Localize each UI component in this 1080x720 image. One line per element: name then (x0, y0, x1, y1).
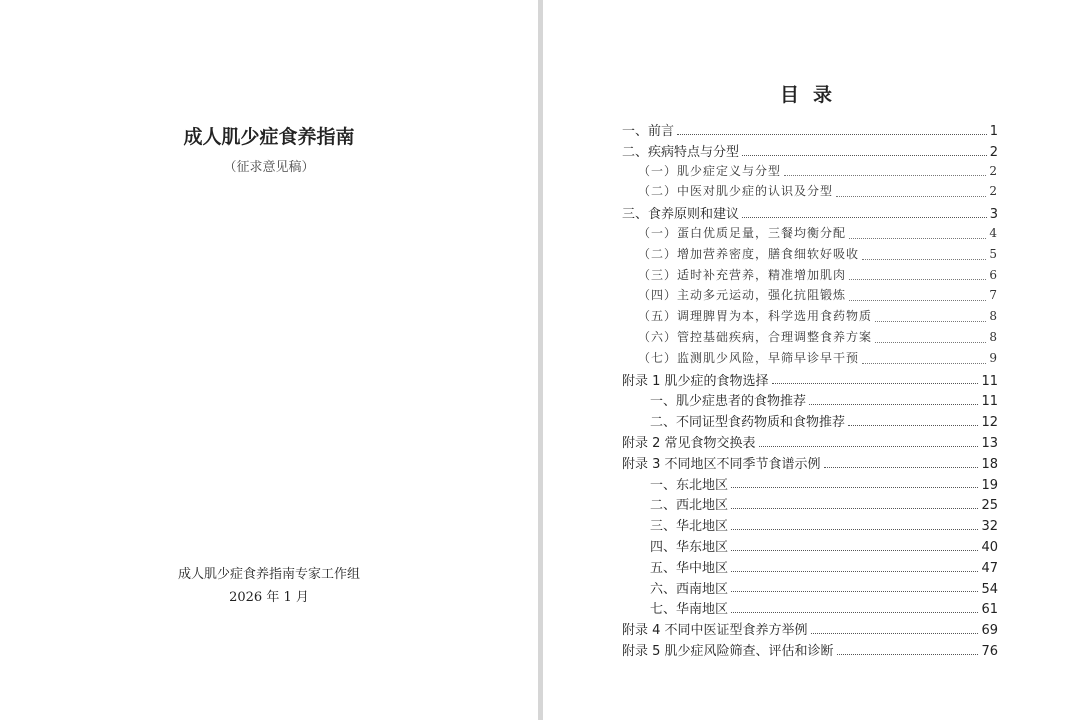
toc-entry-page: 12 (981, 415, 998, 431)
toc-entry-page: 9 (989, 350, 998, 365)
toc-entry-page: 8 (989, 329, 998, 344)
dot-leader (742, 155, 987, 156)
toc-title: 目录 (780, 84, 847, 106)
toc-entry-text: 三、食养原则和建议 (622, 207, 740, 223)
dot-leader (677, 134, 987, 135)
toc-entry[interactable] (622, 370, 998, 391)
dot-leader (862, 259, 986, 260)
dot-leader (849, 279, 986, 280)
toc-entry-text: 六、西南地区 (650, 581, 729, 597)
dot-leader (759, 446, 979, 447)
toc-entry-text: （一）肌少症定义与分型 (638, 163, 782, 178)
toc-entry[interactable] (622, 640, 998, 661)
toc-entry-text: 三、华北地区 (650, 519, 729, 535)
toc-entry[interactable] (622, 328, 998, 349)
toc-entry-page: 76 (981, 643, 998, 659)
publication-date: 2026 年 1 月 (229, 590, 309, 605)
dot-leader (811, 633, 979, 634)
toc-entry[interactable] (622, 307, 998, 328)
toc-entry[interactable] (622, 390, 998, 411)
toc-entry-page: 13 (981, 435, 998, 451)
dot-leader (836, 196, 986, 197)
toc-entry-text: 附录 1 肌少症的食物选择 (622, 373, 769, 389)
toc-entry-page: 40 (981, 539, 998, 555)
dot-leader (875, 321, 986, 322)
toc-entry-page: 69 (981, 623, 998, 639)
toc-entry[interactable] (622, 494, 998, 515)
toc-entry-page: 32 (981, 519, 998, 535)
dot-leader (809, 404, 978, 405)
toc-entry[interactable] (622, 578, 998, 599)
toc-entry-page: 6 (989, 267, 998, 282)
dot-leader (849, 300, 986, 301)
toc-entry-text: （一）蛋白优质足量，三餐均衡分配 (638, 225, 847, 240)
toc-entry-text: 二、西北地区 (650, 498, 729, 514)
dot-leader (731, 529, 978, 530)
document-title: 成人肌少症食养指南 (183, 126, 355, 148)
toc-entry-text: 附录 2 常见食物交换表 (622, 435, 756, 451)
toc-entry-page: 8 (989, 309, 998, 324)
toc-entry-text: （四）主动多元运动，强化抗阻锻炼 (638, 288, 847, 303)
dot-leader (837, 654, 979, 655)
dot-leader (731, 487, 978, 488)
dot-leader (731, 612, 978, 613)
toc-entry-text: 二、疾病特点与分型 (622, 144, 740, 160)
toc-entry-text: 二、不同证型食药物质和食物推荐 (650, 415, 846, 431)
toc-entry[interactable] (622, 598, 998, 619)
toc-entry[interactable] (622, 515, 998, 536)
toc-entry-page: 54 (981, 581, 998, 597)
toc-entry-text: （三）适时补充营养，精准增加肌肉 (638, 267, 847, 282)
toc-entry-page: 25 (981, 498, 998, 514)
dot-leader (742, 217, 987, 218)
author-organization: 成人肌少症食养指南专家工作组 (177, 567, 360, 582)
toc-entry[interactable] (622, 203, 998, 224)
toc-entry-text: 一、前言 (622, 124, 675, 139)
dot-leader (849, 238, 986, 239)
toc-entry-page: 3 (989, 207, 998, 223)
toc-entry-page: 18 (981, 456, 998, 472)
toc-entry[interactable] (622, 432, 998, 453)
dot-leader (731, 591, 978, 592)
dot-leader (731, 550, 978, 551)
toc-entry-text: 附录 3 不同地区不同季节食谱示例 (622, 456, 821, 472)
document-subtitle: （征求意见稿） (223, 160, 315, 175)
toc-entry[interactable] (622, 224, 998, 245)
toc-entry-text: （七）监测肌少风险，早筛早诊早干预 (638, 350, 860, 365)
toc-entry-text: 五、华中地区 (650, 560, 729, 576)
toc-entry[interactable] (622, 120, 998, 141)
dot-leader (862, 363, 986, 364)
dot-leader (875, 342, 986, 343)
toc-entry-page: 47 (981, 560, 998, 576)
toc-entry-text: 七、华南地区 (650, 602, 729, 618)
toc-entry[interactable] (622, 557, 998, 578)
toc-entry-text: 一、肌少症患者的食物推荐 (650, 394, 807, 410)
toc-entry-page: 5 (989, 246, 998, 261)
toc-entry-page: 2 (989, 144, 998, 160)
toc-entry-text: （六）管控基础疾病，合理调整食养方案 (638, 329, 873, 344)
toc-entry[interactable] (622, 266, 998, 287)
dot-leader (824, 467, 979, 468)
dot-leader (784, 175, 986, 176)
toc-entry-page: 11 (981, 394, 998, 410)
toc-entry-page: 4 (989, 225, 998, 240)
toc-entry-page: 11 (981, 373, 998, 389)
toc-entry[interactable] (622, 619, 998, 640)
dot-leader (731, 571, 978, 572)
toc-entry[interactable] (622, 245, 998, 266)
toc-entry[interactable] (622, 536, 998, 557)
dot-leader (848, 425, 978, 426)
toc-entry-text: （二）增加营养密度，膳食细软好吸收 (638, 246, 860, 261)
toc-entry-page: 7 (989, 288, 998, 303)
toc-entry-text: 附录 5 肌少症风险筛查、评估和诊断 (622, 643, 834, 659)
toc-entry-text: 附录 4 不同中医证型食养方举例 (622, 623, 808, 639)
toc-entry-text: 四、华东地区 (650, 539, 729, 555)
toc-entry-page: 2 (989, 163, 998, 178)
toc-entry[interactable] (622, 474, 998, 495)
table-of-contents (622, 120, 998, 661)
toc-entry[interactable] (622, 162, 998, 183)
toc-entry[interactable] (622, 286, 998, 307)
toc-entry-page: 1 (989, 124, 998, 139)
toc-entry[interactable] (622, 349, 998, 370)
toc-entry[interactable] (622, 453, 998, 474)
toc-entry-text: （二）中医对肌少症的认识及分型 (638, 184, 834, 199)
toc-entry-text: 一、东北地区 (650, 477, 729, 493)
dot-leader (731, 508, 978, 509)
dot-leader (772, 383, 979, 384)
toc-entry[interactable] (622, 141, 998, 162)
toc-entry-page: 2 (989, 184, 998, 199)
cover-page (0, 0, 538, 720)
toc-entry[interactable] (622, 182, 998, 203)
toc-entry-page: 61 (981, 602, 998, 618)
toc-entry-text: （五）调理脾胃为本，科学选用食药物质 (638, 309, 873, 324)
toc-entry-page: 19 (981, 477, 998, 493)
toc-entry[interactable] (622, 411, 998, 432)
